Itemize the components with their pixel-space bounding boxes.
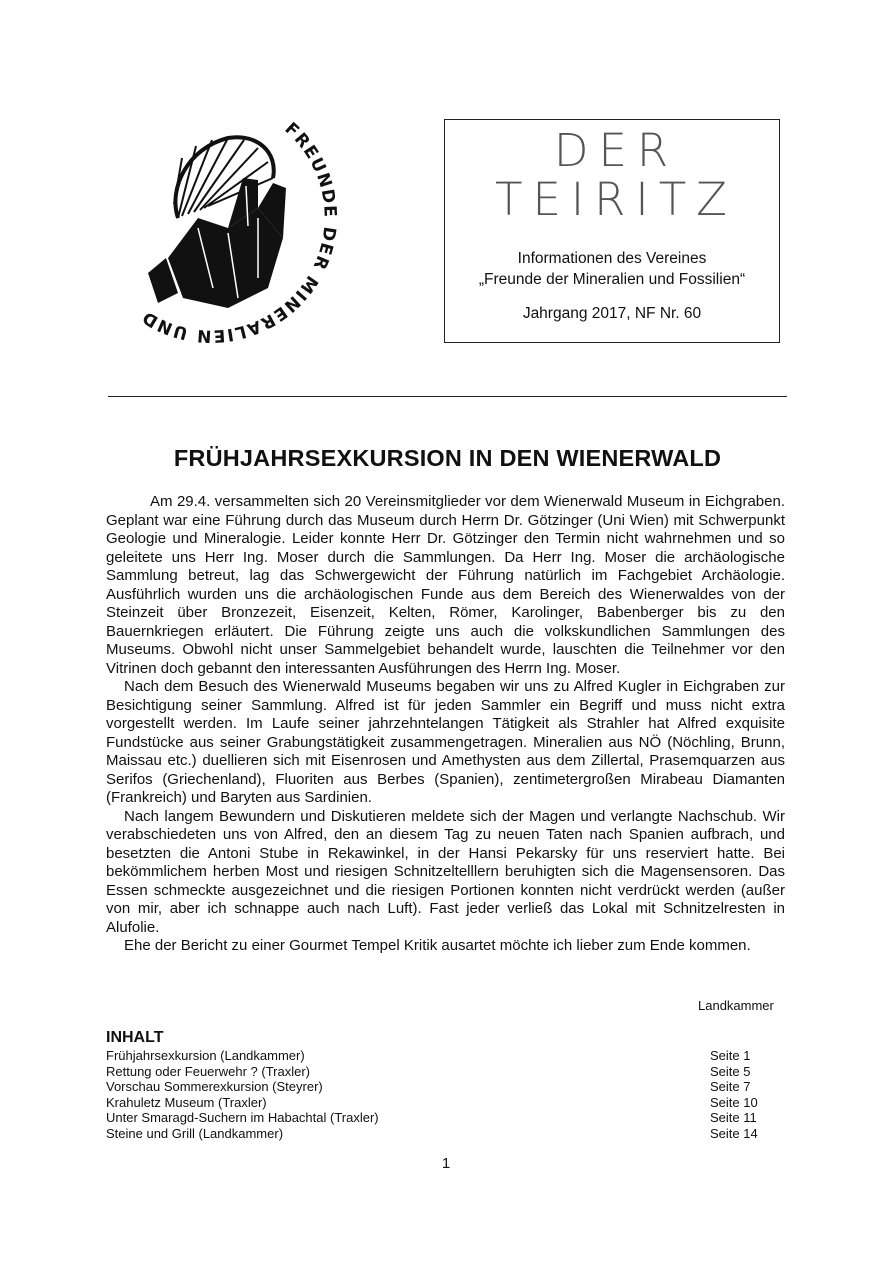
header-divider xyxy=(108,396,787,397)
toc-entry-title: Steine und Grill (Landkammer) xyxy=(106,1125,284,1141)
toc-entry-page: Seite 10 xyxy=(710,1094,758,1110)
club-logo xyxy=(108,108,360,360)
toc-entry-title: Krahuletz Museum (Traxler) xyxy=(106,1094,267,1110)
toc-entry xyxy=(106,1126,766,1142)
article-paragraph: Nach langem Bewundern und Diskutieren meldete sich der Magen und verlangte Nachschub. Wir verabschiedeten uns von Alfred, den an diesem Tag zu neuen Taten nach Spanien aufbrach, und besetzten die Antoni Stube in Rekawinkel, in der Hansi Pekarsky für uns reserviert hatte. Bei bekömmlichem herben Most und riesigen Schnitzeltelllern beruhigten sich die Magensensoren. Das Essen schmeckte ausgezeichnet und die riesigen Portionen konnten nicht verdrückt werden (außer von mir, aber ich schnappe auch nach Luft). Fast jeder verließ das Lokal mit Schnitzelresten in Alufolie. xyxy=(106,807,785,936)
page-number: 1 xyxy=(441,1155,451,1172)
toc-entry xyxy=(106,1079,766,1095)
table-of-contents xyxy=(106,1029,766,1142)
article-paragraph: Am 29.4. versammelten sich 20 Vereinsmitglieder vor dem Wienerwald Museum in Eichgraben. Geplant war eine Führung durch das Museum durch Herrn Dr. Götzinger (Uni Wien) mit Schwerpunkt Geologie und Mineralogie. Leider konnte Herr Dr. Götzinger den Termin nicht wahrnehmen und so geleitete uns Herr Ing. Moser durch die Sammlungen. Da Herr Ing. Moser die archäologische Sammlung betreut, lag das Schwergewicht der Führung natürlich im Fachgebiet Archäologie. Ausführlich wurden uns die archäologischen Funde aus dem Bereich des Wienerwaldes von der Steinzeit über Bronzezeit, Eisenzeit, Kelten, Römer, Karolinger, Babenberger bis zu den Bauernkriegen erläutert. Die Führung zeigte uns auch die volkskundlichen Sammlungen des Museums. Obwohl nicht unser Sammelgebiet behandelt wurde, lauschten die Teilnehmer vor den Vitrinen doch gebannt den interessanten Ausführungen des Herrn Ing. Moser. xyxy=(106,493,785,677)
toc-heading: INHALT xyxy=(106,1029,164,1046)
newsletter-title xyxy=(445,126,779,224)
toc-entry-title: Unter Smaragd-Suchern im Habachtal (Traxler) xyxy=(106,1110,379,1126)
toc-entry-title: Vorschau Sommerexkursion (Steyrer) xyxy=(106,1079,323,1095)
toc-entry-page: Seite 1 xyxy=(710,1048,751,1063)
title-line-2: TEIRITZ xyxy=(494,173,738,226)
masthead-subtitle xyxy=(445,248,779,290)
toc-entry xyxy=(106,1048,766,1064)
subtitle-line-2: „Freunde der Mineralien und Fossilien“ xyxy=(478,271,746,288)
article-body xyxy=(106,493,785,956)
ammonite-icon xyxy=(174,137,274,218)
toc-entry xyxy=(106,1095,766,1111)
article-paragraph: Ehe der Bericht zu einer Gourmet Tempel Kritik ausartet möchte ich lieber zum Ende kommen. xyxy=(124,937,751,954)
article-headline: FRÜHJAHRSEXKURSION IN DEN WIENERWALD xyxy=(173,445,722,471)
toc-entry xyxy=(106,1064,766,1080)
subtitle-line-1: Informationen des Vereines xyxy=(517,250,707,267)
toc-entry-page: Seite 14 xyxy=(710,1125,758,1141)
toc-entry-title: Rettung oder Feuerwehr ? (Traxler) xyxy=(106,1063,310,1079)
toc-entry-page: Seite 7 xyxy=(710,1079,751,1095)
article-author: Landkammer xyxy=(698,998,774,1013)
issue-info: Jahrgang 2017, NF Nr. 60 xyxy=(522,305,702,322)
toc-entry-page: Seite 11 xyxy=(710,1110,757,1126)
masthead-box xyxy=(444,119,780,343)
toc-entry-title: Frühjahrsexkursion (Landkammer) xyxy=(106,1048,305,1063)
toc-entry-page: Seite 5 xyxy=(710,1063,751,1079)
title-line-1: DER xyxy=(553,124,679,177)
logo-ring-text: FREUNDE DER MINERALIEN UND xyxy=(138,118,340,346)
article-paragraph: Nach dem Besuch des Wienerwald Museums begaben wir uns zu Alfred Kugler in Eichgraben zur Besichtigung seiner Sammlung. Alfred ist für jeden Sammler ein Begriff und muss nicht extra vorgestellt werden. Im Laufe seiner jahrzehntelangen Tätigkeit als Strahler hat Alfred exquisite Fundstücke aus seiner Grabungstätigkeit zusammengetragen. Mineralien aus NÖ (Nöchling, Brunn, Maissau etc.) duellieren sich mit Eisenrosen und Amethysten aus dem Zillertal, Prasemquarzen aus Serifos (Griechenland), Fluoriten aus Berbes (Spanien), zentimetergroßen Mirabeau Diamanten (Frankreich) und Baryten aus Sardinien. xyxy=(106,678,785,806)
toc-entry xyxy=(106,1110,766,1126)
